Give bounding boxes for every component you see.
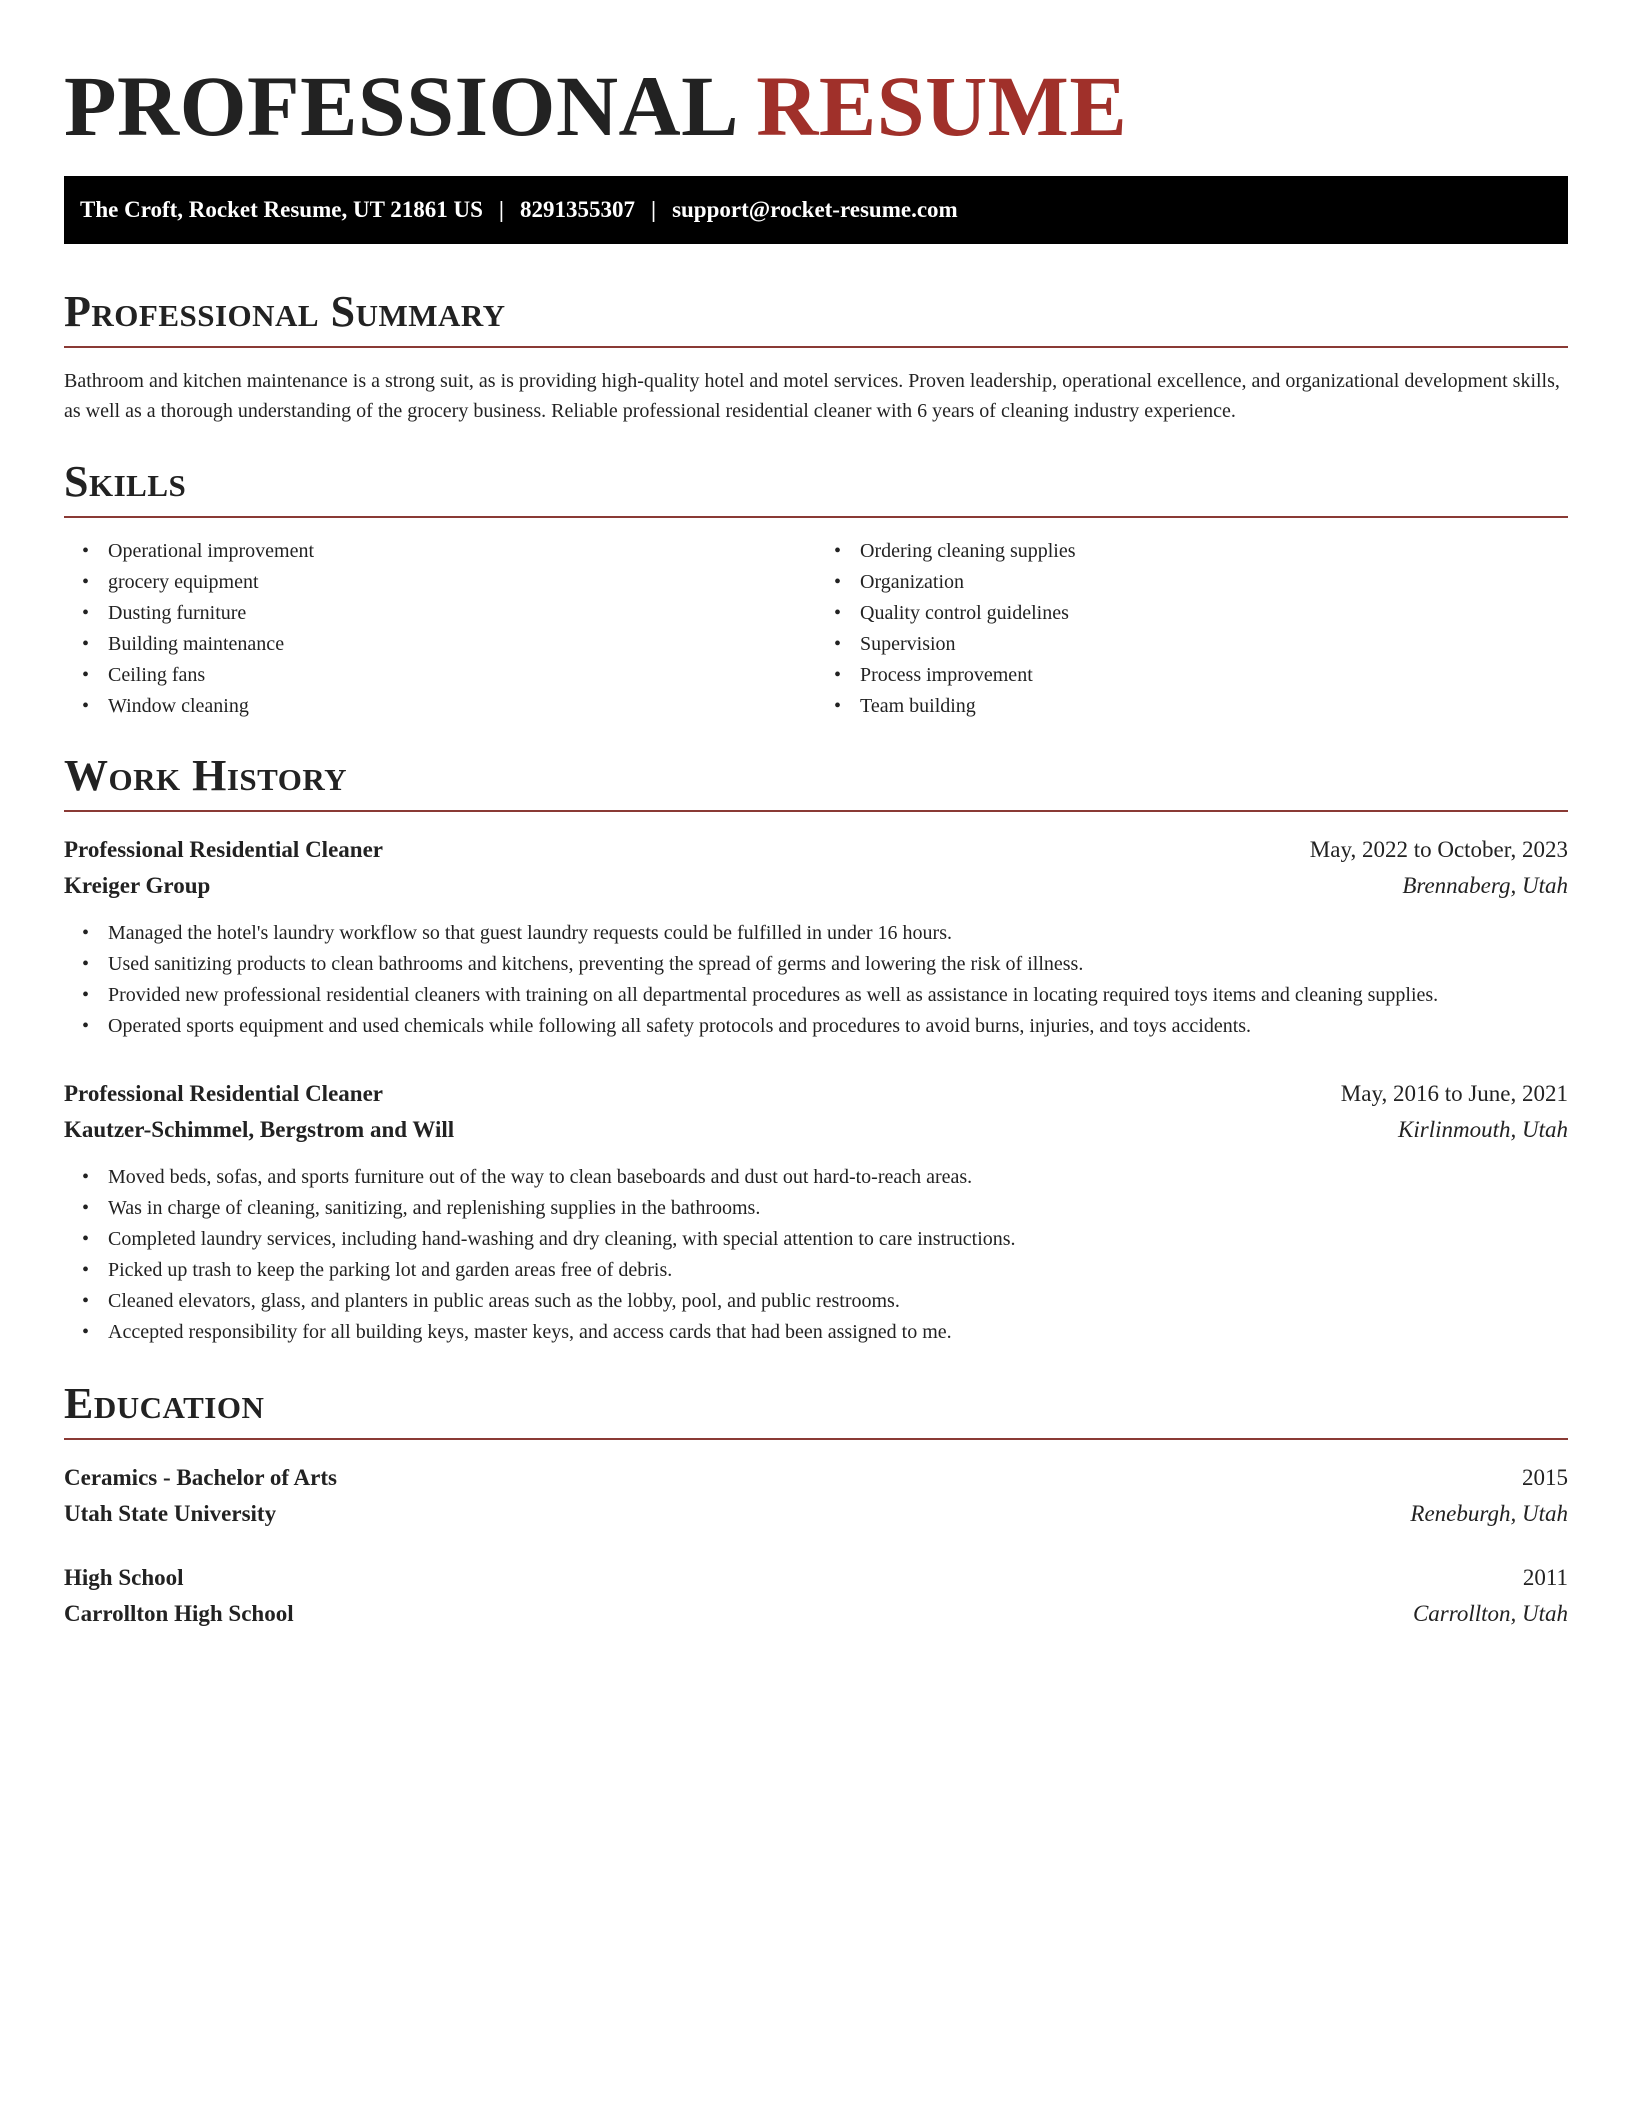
education-location: Reneburgh, Utah	[1410, 1501, 1568, 1526]
skill-item: • Process improvement	[860, 660, 1568, 691]
education-location: Carrollton, Utah	[1412, 1601, 1568, 1626]
job-header-row	[64, 1076, 1568, 1112]
job-company: Kreiger Group	[64, 873, 211, 898]
section-divider	[64, 1438, 1568, 1440]
section-divider	[64, 516, 1568, 518]
education-degree-row	[64, 1460, 1568, 1496]
education-school: Carrollton High School	[64, 1601, 294, 1626]
skill-item: • grocery equipment	[108, 567, 816, 598]
contact-bar	[64, 176, 1568, 244]
contact-phone: 8291355307	[519, 197, 635, 222]
education-degree: Ceramics - Bachelor of Arts	[64, 1465, 337, 1490]
job-duty: • Managed the hotel's laundry workflow so that guest laundry requests could be fulfilled in under 16 hours.	[108, 918, 1568, 949]
job-duty: • Used sanitizing products to clean bathrooms and kitchens, preventing the spread of germs and lowering the risk of illness.	[108, 949, 1568, 980]
skill-item: • Ordering cleaning supplies	[860, 536, 1568, 567]
education-entry	[64, 1560, 1568, 1632]
summary-section	[64, 286, 1568, 426]
job-duty: • Picked up trash to keep the parking lot and garden areas free of debris.	[108, 1255, 1568, 1286]
job-duties-list	[64, 918, 1568, 1042]
job-entry	[64, 832, 1568, 1042]
skill-item: • Supervision	[860, 629, 1568, 660]
skill-item: • Quality control guidelines	[860, 598, 1568, 629]
education-heading: Education	[64, 1379, 265, 1428]
education-year: 2011	[1522, 1565, 1568, 1590]
job-duty: • Accepted responsibility for all building keys, master keys, and access cards that had been assigned to me.	[108, 1317, 1568, 1348]
job-location: Kirlinmouth, Utah	[1398, 1117, 1568, 1142]
education-year: 2015	[1522, 1465, 1568, 1490]
contact-separator: |	[498, 197, 504, 222]
skills-list-right	[816, 536, 1568, 722]
job-dates: May, 2016 to June, 2021	[1340, 1081, 1568, 1106]
job-title: Professional Residential Cleaner	[64, 1081, 383, 1106]
skills-heading: Skills	[64, 457, 187, 506]
work-history-heading: Work History	[64, 751, 348, 800]
education-school-row	[64, 1596, 1568, 1632]
job-duty: • Provided new professional residential cleaners with training on all departmental procedures as well as assistance in locating required toys items and cleaning supplies.	[108, 980, 1568, 1011]
job-location: Brennaberg, Utah	[1402, 873, 1568, 898]
section-divider	[64, 346, 1568, 348]
job-entry	[64, 1076, 1568, 1348]
skills-grid	[64, 536, 1568, 722]
summary-heading: Professional Summary	[64, 287, 506, 336]
summary-text: Bathroom and kitchen maintenance is a strong suit, as is providing high-quality hotel and motel services. Proven leadership, operational excellence, and organizational development skills, as well as a thorough understanding of the grocery business. Reliable professional residential cleaner with 6 years of cleaning industry experience.	[64, 370, 1560, 422]
job-duties-list	[64, 1162, 1568, 1348]
education-degree: High School	[64, 1565, 184, 1590]
education-entry	[64, 1460, 1568, 1532]
job-company-row	[64, 1112, 1568, 1148]
section-divider	[64, 810, 1568, 812]
skill-item: • Organization	[860, 567, 1568, 598]
job-duty: • Operated sports equipment and used chemicals while following all safety protocols and procedures to avoid burns, injuries, and toys accidents.	[108, 1011, 1568, 1042]
education-school-row	[64, 1496, 1568, 1532]
job-dates: May, 2022 to October, 2023	[1309, 837, 1568, 862]
contact-address: The Croft, Rocket Resume, UT 21861 US	[80, 197, 483, 222]
job-duty: • Completed laundry services, including hand-washing and dry cleaning, with special attention to care instructions.	[108, 1224, 1568, 1255]
work-history-section	[64, 750, 1568, 1348]
skill-item: • Window cleaning	[108, 691, 816, 722]
job-title: Professional Residential Cleaner	[64, 837, 383, 862]
job-duty: • Was in charge of cleaning, sanitizing, and replenishing supplies in the bathrooms.	[108, 1193, 1568, 1224]
education-section	[64, 1378, 1568, 1632]
skill-item: • Ceiling fans	[108, 660, 816, 691]
job-company: Kautzer-Schimmel, Bergstrom and Will	[64, 1117, 455, 1142]
skill-item: • Dusting furniture	[108, 598, 816, 629]
job-duty: • Cleaned elevators, glass, and planters in public areas such as the lobby, pool, and public restrooms.	[108, 1286, 1568, 1317]
job-duty: • Moved beds, sofas, and sports furniture out of the way to clean baseboards and dust out hard-to-reach areas.	[108, 1162, 1568, 1193]
title-part-professional: PROFESSIONAL	[64, 58, 735, 154]
contact-separator: |	[650, 197, 657, 222]
job-company-row	[64, 868, 1568, 904]
title-part-resume: RESUME	[756, 58, 1128, 154]
skill-item: • Building maintenance	[108, 629, 816, 660]
education-degree-row	[64, 1560, 1568, 1596]
resume-title	[64, 56, 1568, 156]
skill-item: • Operational improvement	[108, 536, 816, 567]
skill-item: • Team building	[860, 691, 1568, 722]
education-school: Utah State University	[64, 1501, 277, 1526]
skills-section	[64, 456, 1568, 722]
job-header-row	[64, 832, 1568, 868]
contact-email: support@rocket-resume.com	[672, 197, 958, 222]
skills-list-left	[64, 536, 816, 722]
